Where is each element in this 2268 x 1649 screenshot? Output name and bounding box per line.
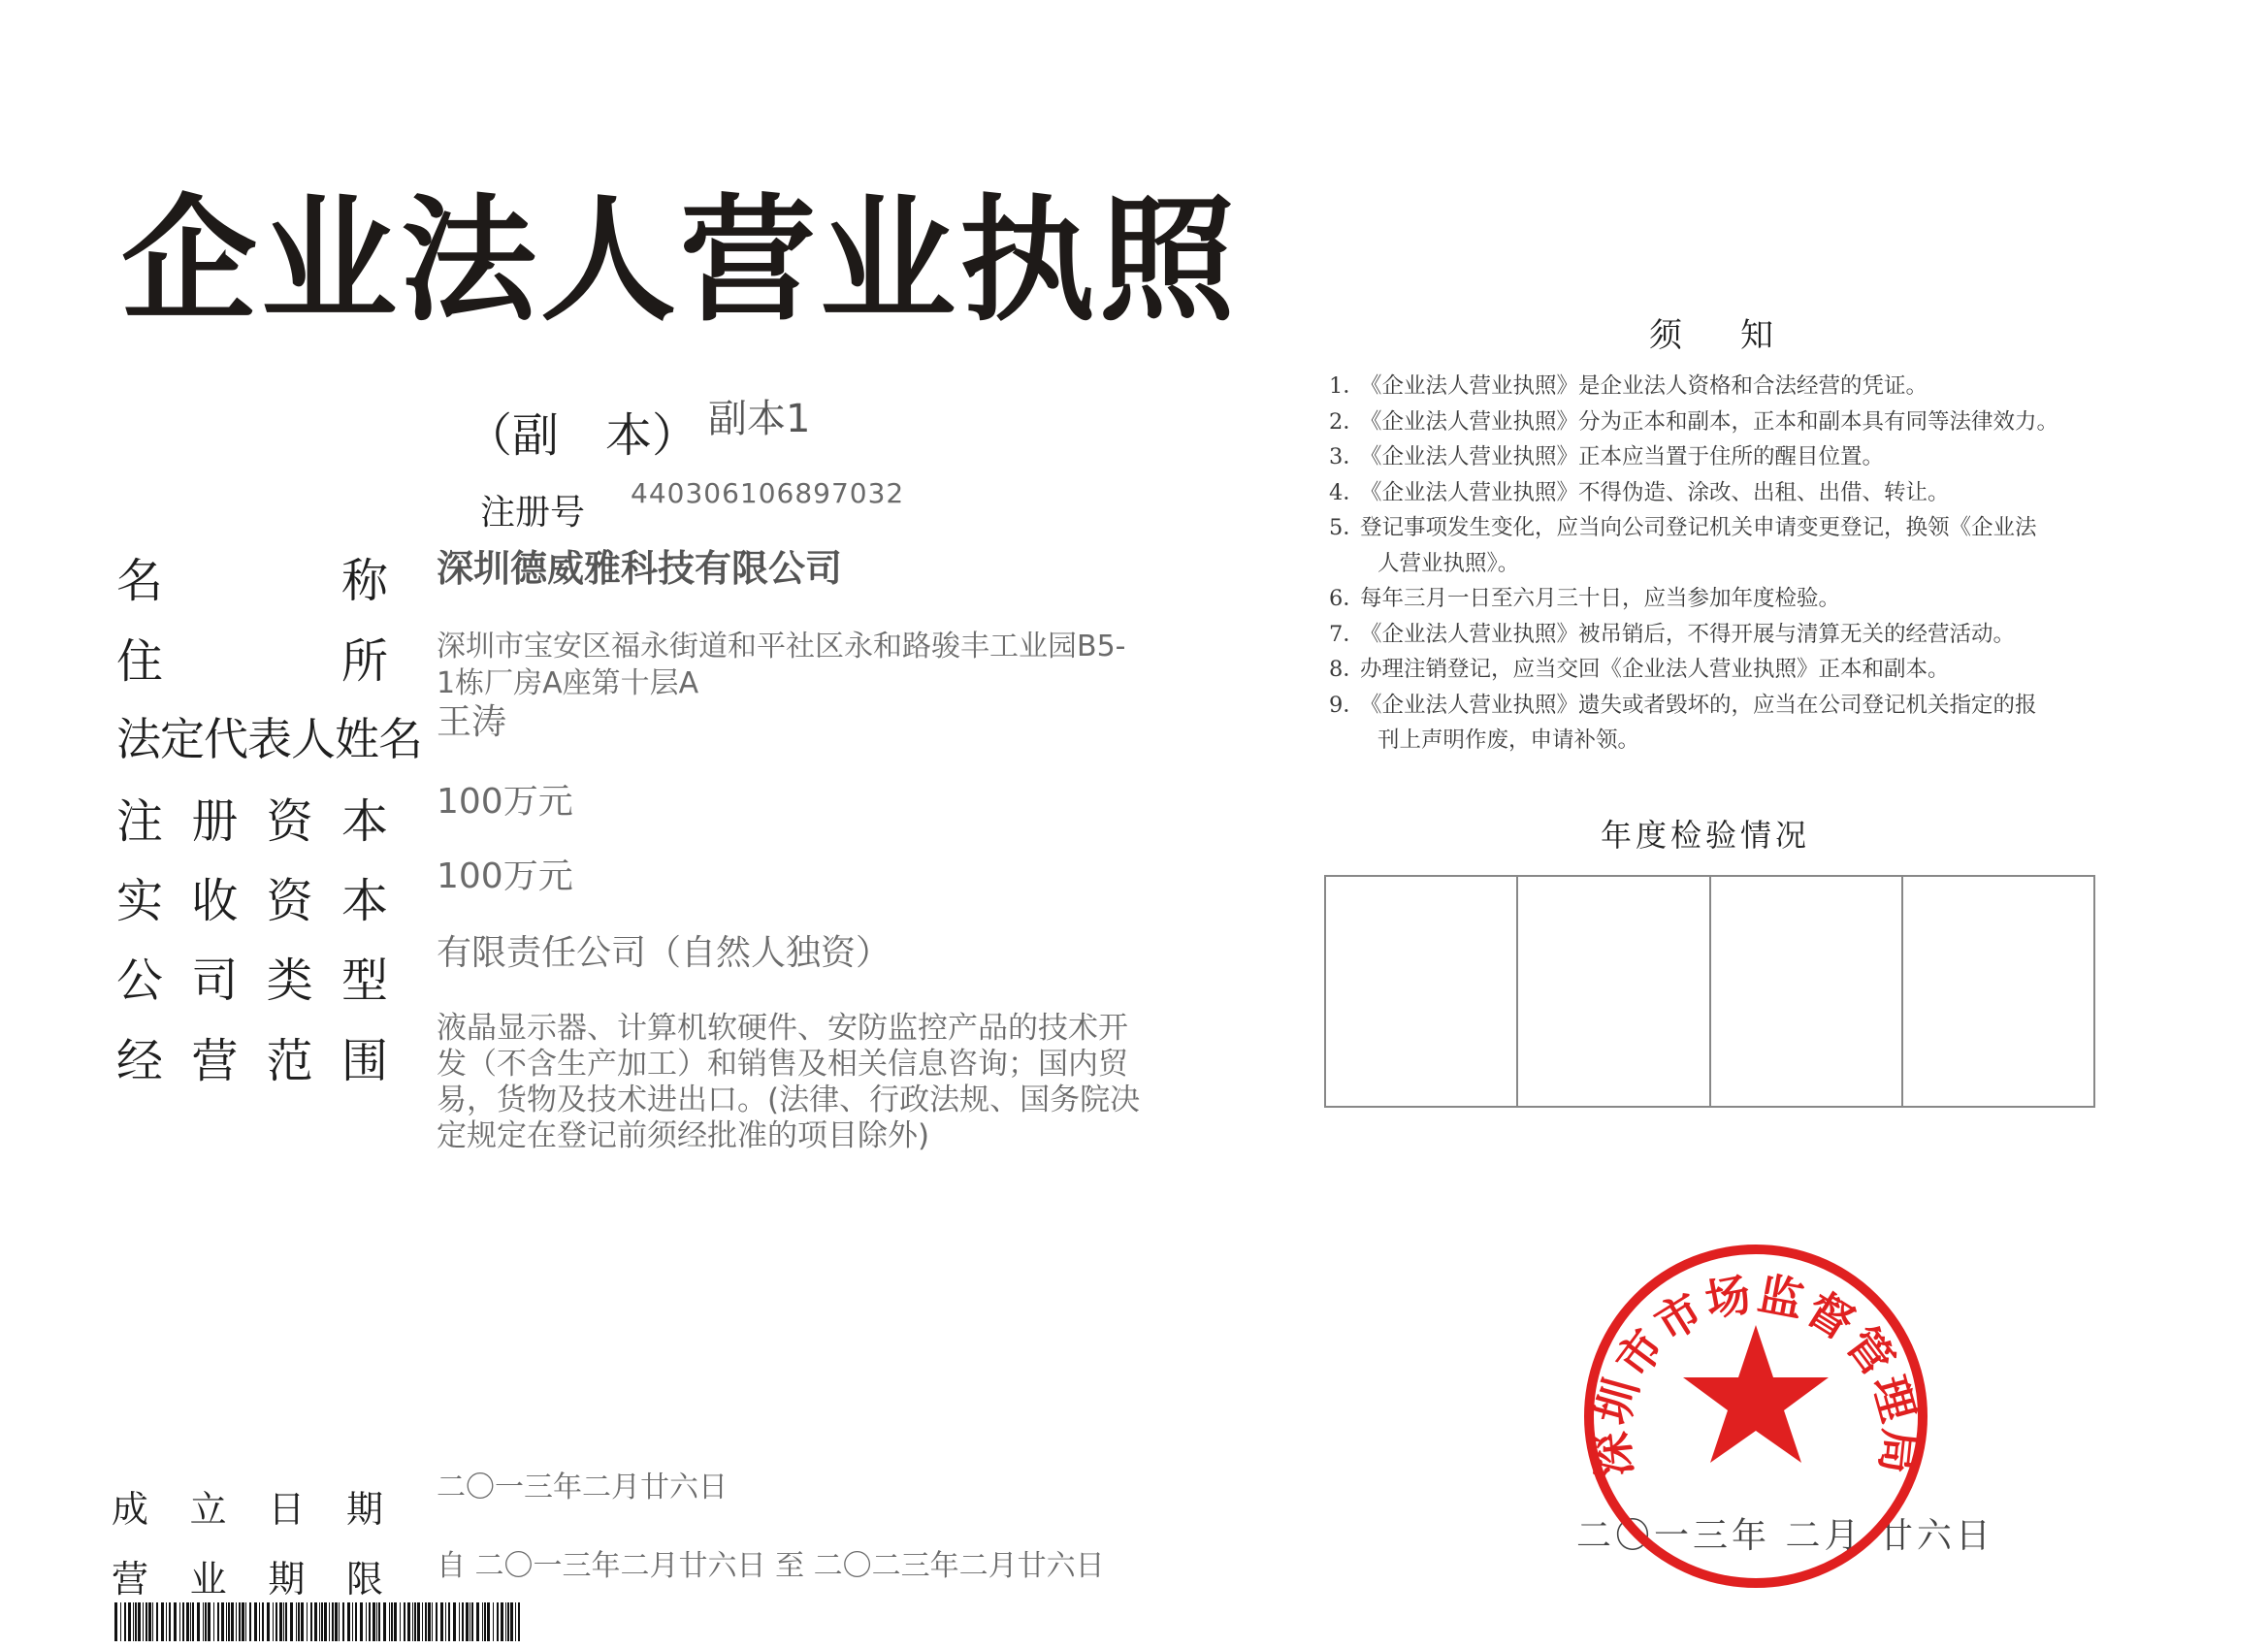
barcode-bar — [152, 1602, 153, 1641]
notice-item — [1329, 581, 2105, 617]
established-label: 成立日期 — [112, 1488, 383, 1531]
barcode-bar — [128, 1602, 131, 1641]
barcode-bar — [373, 1602, 375, 1641]
barcode-bar — [259, 1602, 260, 1641]
paid-capital-label: 实收资本 — [116, 874, 388, 928]
document-title: 企业法人营业执照 — [121, 182, 1240, 340]
barcode-bar — [425, 1602, 427, 1641]
barcode-bar — [228, 1602, 230, 1641]
barcode-bar — [249, 1602, 251, 1641]
barcode-bar — [436, 1602, 437, 1641]
barcode-bar — [298, 1602, 300, 1641]
legal-rep-value: 王涛 — [437, 702, 507, 742]
term-label: 营业期限 — [112, 1558, 383, 1600]
barcode-bar — [267, 1602, 270, 1641]
barcode-bar — [471, 1602, 473, 1641]
notice-item-number: 1． — [1329, 373, 1365, 399]
barcode-bar — [448, 1602, 450, 1641]
barcode-bar — [404, 1602, 405, 1641]
barcode-bar — [169, 1602, 171, 1641]
paid-capital-value: 100万元 — [437, 857, 573, 896]
barcode-bar — [208, 1602, 211, 1641]
barcode-bar — [482, 1602, 483, 1641]
notice-item-continuation: 刊上声明作废，申请补领。 — [1377, 728, 1640, 753]
notice-item — [1329, 404, 2105, 440]
barcode-bar — [383, 1602, 386, 1641]
barcode-bar — [360, 1602, 363, 1641]
barcode-bar — [143, 1602, 144, 1641]
barcode-bar — [453, 1602, 456, 1641]
notice-title: 须知 — [1649, 316, 1831, 355]
address-label: 住所 — [116, 634, 388, 689]
barcode-bar — [179, 1602, 180, 1641]
barcode-bar — [400, 1602, 401, 1641]
name-label: 名称 — [116, 554, 388, 608]
barcode-bar — [484, 1602, 486, 1641]
barcode-bar — [428, 1602, 431, 1641]
barcode-bar — [254, 1602, 257, 1641]
notice-item-text: 登记事项发生变化，应当向公司登记机关申请变更登记，换领《企业法 — [1360, 515, 2037, 540]
barcode-bar — [138, 1602, 141, 1641]
barcode-bar — [339, 1602, 340, 1641]
barcode-bar — [310, 1602, 312, 1641]
barcode-bar — [133, 1602, 134, 1641]
barcode-bar — [501, 1602, 503, 1641]
barcode-bar — [347, 1602, 350, 1641]
notice-item — [1329, 439, 2105, 475]
notice-item-number: 6． — [1329, 586, 1365, 611]
name-value: 深圳德威雅科技有限公司 — [437, 547, 843, 590]
barcode-bar — [462, 1602, 464, 1641]
barcode-bar — [459, 1602, 460, 1641]
barcode-bar — [279, 1602, 282, 1641]
barcode-bar — [324, 1602, 327, 1641]
scope-line: 易，货物及技术进出口。(法律、行政法规、国务院决 — [437, 1083, 1141, 1117]
notice-item-number: 3． — [1329, 444, 1365, 469]
notice-item — [1329, 475, 2105, 511]
inspection-cell — [1518, 877, 1710, 1106]
barcode-bar — [273, 1602, 274, 1641]
barcode-bar — [487, 1602, 490, 1641]
barcode-bar — [135, 1602, 137, 1641]
barcode-bar — [192, 1602, 194, 1641]
barcode-bar — [156, 1602, 158, 1641]
barcode-bar — [376, 1602, 377, 1641]
barcode-bar — [389, 1602, 390, 1641]
inspection-cell — [1903, 877, 2093, 1106]
notice-item-text: 《企业法人营业执照》是企业法人资格和合法经营的凭证。 — [1360, 373, 1928, 399]
barcode-bar — [226, 1602, 227, 1641]
barcode-bar — [217, 1602, 219, 1641]
barcode-bar — [515, 1602, 516, 1641]
term-value: 自 二〇一三年二月廿六日 至 二〇二三年二月廿六日 — [437, 1549, 1105, 1583]
barcode-bar — [231, 1602, 234, 1641]
barcode-bar — [285, 1602, 287, 1641]
legal-rep-label: 法定代表人姓名 — [116, 713, 422, 765]
barcode-bar — [114, 1602, 117, 1641]
barcode-bar — [417, 1602, 420, 1641]
inspection-cell — [1711, 877, 1903, 1106]
barcode-bar — [290, 1602, 293, 1641]
registration-label: 注册号 — [480, 493, 586, 533]
barcode-bar — [262, 1602, 264, 1641]
notice-item — [1329, 369, 2105, 404]
barcode-bar — [378, 1602, 380, 1641]
barcode-bar — [245, 1602, 246, 1641]
barcode-bar — [476, 1602, 479, 1641]
barcode-bar — [213, 1602, 214, 1641]
inspection-title: 年度检验情况 — [1601, 817, 1811, 854]
barcode-bar — [493, 1602, 494, 1641]
notice-item-text: 每年三月一日至六月三十日，应当参加年度检验。 — [1360, 586, 1841, 611]
notice-item-text: 《企业法人营业执照》分为正本和副本，正本和副本具有同等法律效力。 — [1360, 408, 2059, 435]
barcode-bar — [445, 1602, 446, 1641]
barcode-bar — [497, 1602, 499, 1641]
barcode-bar — [342, 1602, 344, 1641]
established-value: 二〇一三年二月廿六日 — [437, 1471, 728, 1504]
inspection-table — [1324, 875, 2095, 1108]
notice-item — [1329, 617, 2105, 653]
company-type-value: 有限责任公司（自然人独资） — [437, 933, 891, 973]
barcode-bar — [148, 1602, 151, 1641]
notice-item-text: 《企业法人营业执照》不得伪造、涂改、出租、出借、转让。 — [1360, 479, 1950, 505]
barcode-bar — [518, 1602, 520, 1641]
barcode-bar — [174, 1602, 177, 1641]
notice-item-number: 7． — [1329, 621, 1365, 647]
registered-capital-value: 100万元 — [437, 782, 573, 822]
official-seal — [1581, 1242, 1930, 1591]
notice-item-text: 《企业法人营业执照》正本应当置于住所的醒目位置。 — [1360, 444, 1885, 469]
barcode-bar — [166, 1602, 167, 1641]
barcode-bar — [146, 1602, 147, 1641]
barcode-bar — [329, 1602, 330, 1641]
barcode-bar — [412, 1602, 413, 1641]
notice-item-number: 5． — [1329, 515, 1365, 540]
barcode-bar — [203, 1602, 204, 1641]
notice-item-text: 办理注销登记，应当交回《企业法人营业执照》正本和副本。 — [1360, 657, 1950, 682]
copy-number: 副本1 — [708, 397, 811, 441]
barcode-bar — [307, 1602, 308, 1641]
barcode-bar — [321, 1602, 323, 1641]
notice-item — [1329, 510, 2105, 581]
barcode-bar — [120, 1602, 121, 1641]
issue-date: 二〇一三年 二月 廿六日 — [1576, 1516, 1994, 1556]
notice-item-number: 4． — [1329, 479, 1365, 505]
business-scope-label: 经营范围 — [116, 1034, 388, 1088]
barcode-bar — [197, 1602, 200, 1641]
barcode-bar — [422, 1602, 423, 1641]
barcode-bar — [369, 1602, 371, 1641]
scope-line: 发（不含生产加工）和销售及相关信息咨询；国内贸 — [437, 1047, 1128, 1082]
barcode-bar — [466, 1602, 469, 1641]
notice-item — [1329, 688, 2105, 759]
barcode-bar — [221, 1602, 224, 1641]
barcode-bar — [355, 1602, 357, 1641]
barcode-bar — [186, 1602, 189, 1641]
notice-item-number: 8． — [1329, 657, 1365, 682]
barcode — [114, 1602, 522, 1641]
notice-item-text: 《企业法人营业执照》被吊销后，不得开展与清算无关的经营活动。 — [1360, 621, 2016, 647]
barcode-bar — [242, 1602, 244, 1641]
barcode-bar — [205, 1602, 207, 1641]
notice-item-number: 2． — [1329, 408, 1365, 435]
barcode-bar — [161, 1602, 164, 1641]
barcode-bar — [440, 1602, 443, 1641]
barcode-bar — [124, 1602, 126, 1641]
copy-label: （副 本） — [466, 408, 699, 463]
barcode-bar — [239, 1602, 241, 1641]
barcode-bar — [182, 1602, 184, 1641]
inspection-cell — [1326, 877, 1518, 1106]
barcode-bar — [510, 1602, 513, 1641]
barcode-bar — [394, 1602, 397, 1641]
barcode-bar — [332, 1602, 334, 1641]
scope-line: 定规定在登记前须经批准的项目除外) — [437, 1118, 930, 1153]
notice-item-number: 9． — [1329, 692, 1365, 718]
barcode-bar — [296, 1602, 297, 1641]
address-line: 1栋厂房A座第十层A — [437, 666, 699, 700]
barcode-bar — [505, 1602, 506, 1641]
notice-item-continuation: 人营业执照》。 — [1377, 550, 1520, 576]
address-value — [437, 629, 1126, 702]
svg-text:深圳市市场监督管理局: 深圳市市场监督管理局 — [1584, 1267, 1928, 1479]
address-line: 深圳市宝安区福永街道和平社区永和路骏丰工业园B5- — [437, 630, 1126, 663]
registered-capital-label: 注册资本 — [116, 794, 388, 849]
scope-line: 液晶显示器、计算机软硬件、安防监控产品的技术开 — [437, 1011, 1128, 1046]
notice-list — [1329, 369, 2105, 759]
barcode-bar — [275, 1602, 277, 1641]
barcode-bar — [432, 1602, 433, 1641]
barcode-bar — [407, 1602, 410, 1641]
notice-item-text: 《企业法人营业执照》遗失或者毁坏的，应当在公司登记机关指定的报 — [1360, 692, 2037, 718]
business-scope-value — [437, 1011, 1140, 1154]
barcode-bar — [391, 1602, 393, 1641]
barcode-bar — [414, 1602, 416, 1641]
registration-number: 440306106897032 — [631, 477, 905, 509]
barcode-bar — [314, 1602, 317, 1641]
barcode-bar — [507, 1602, 509, 1641]
barcode-bar — [236, 1602, 237, 1641]
barcode-bar — [190, 1602, 191, 1641]
barcode-bar — [301, 1602, 304, 1641]
notice-item — [1329, 652, 2105, 688]
barcode-bar — [319, 1602, 320, 1641]
barcode-bar — [335, 1602, 338, 1641]
barcode-bar — [283, 1602, 284, 1641]
barcode-bar — [352, 1602, 353, 1641]
company-type-label: 公司类型 — [116, 954, 388, 1008]
barcode-bar — [366, 1602, 367, 1641]
